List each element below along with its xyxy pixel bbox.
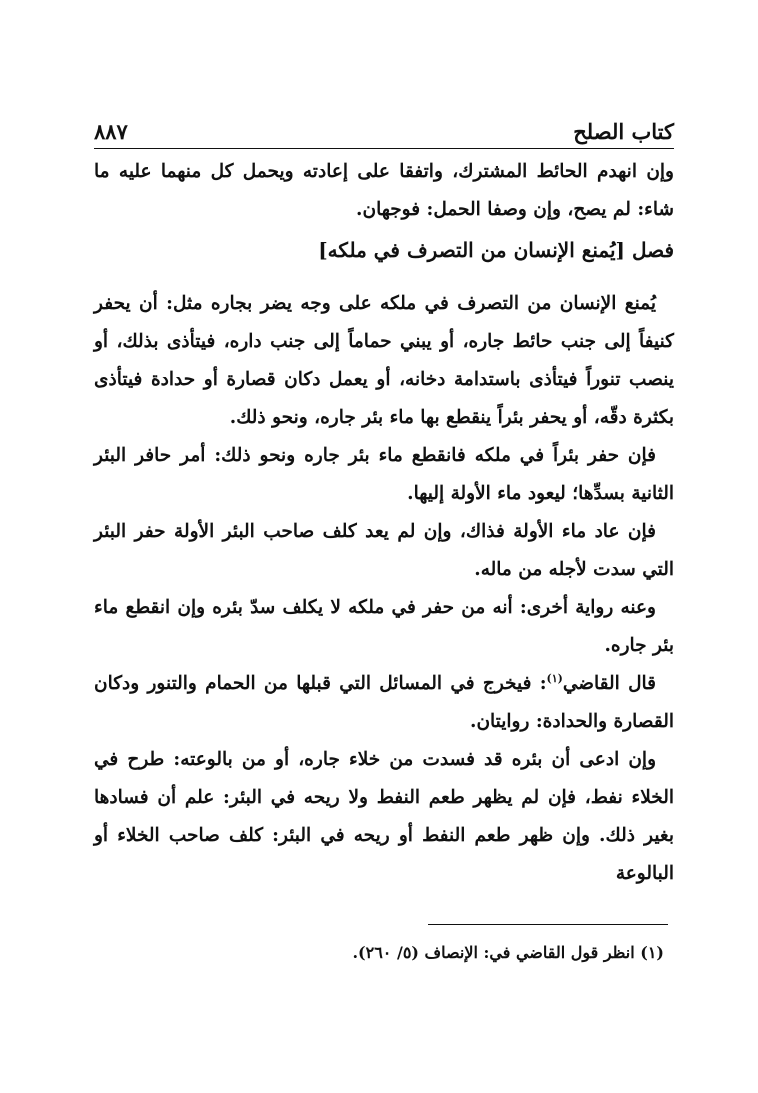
section-heading: فصل [يُمنع الإنسان من التصرف في ملكه] <box>318 238 674 262</box>
paragraph-3: فإن حفر بئراً في ملكه فانقطع ماء بئر جاره ونحو ذلك: أمر حافر البئر الثانية بسدِّها؛ ليعود ماء الأولة إليها. <box>94 445 674 504</box>
page-number: ٨٨٧ <box>94 119 128 144</box>
footnote-reference: (١) <box>546 671 563 685</box>
header-title: كتاب الصلح <box>573 119 674 144</box>
paragraph-1: وإن انهدم الحائط المشترك، واتفقا على إعادته ويحمل كل منهما عليه ما شاء: لم يصح، وإن وصفا الحمل: فوجهان. <box>94 161 674 220</box>
footnote-divider <box>428 924 668 925</box>
body-text <box>94 153 674 893</box>
footnote-1: (١) انظر قول القاضي في: الإنصاف (٥/ ٢٦٠). <box>352 943 664 962</box>
paragraph-2: يُمنع الإنسان من التصرف في ملكه على وجه يضر بجاره مثل: أن يحفر كنيفاً إلى جنب حائط جاره، أو يبني حماماً إلى جنب داره، فيتأذى بذلك، أو ينصب تنوراً فيتأذى باستدامة دخانه، أو يعمل دكان قصارة أو حدادة فيتأذى بكثرة دقّه، أو يحفر بئراً ينقطع بها ماء بئر جاره، ونحو ذلك. <box>94 293 674 428</box>
paragraph-4: فإن عاد ماء الأولة فذاك، وإن لم يعد كلف صاحب البئر الأولة حفر البئر التي سدت لأجله من ماله. <box>94 521 674 580</box>
running-header <box>94 112 674 149</box>
paragraph-5: وعنه رواية أخرى: أنه من حفر في ملكه لا يكلف سدّ بئره وإن انقطع ماء بئر جاره. <box>94 597 674 656</box>
paragraph-7: وإن ادعى أن بئره قد فسدت من خلاء جاره، أو من بالوعته: طرح في الخلاء نفط، فإن لم يظهر طعم النفط ولا ريحه في البئر: علم أن فسادها بغير ذلك. وإن ظهر طعم النفط أو ريحه في البئر: كلف صاحب الخلاء أو البالوعة <box>94 749 674 884</box>
paragraph-6-lead: قال القاضي <box>562 673 656 694</box>
paragraph-6-rest: : فيخرج في المسائل التي قبلها من الحمام والتنور ودكان القصارة والحدادة: روايتان. <box>94 673 674 732</box>
paragraph-6 <box>94 665 674 741</box>
page-content <box>94 112 674 893</box>
